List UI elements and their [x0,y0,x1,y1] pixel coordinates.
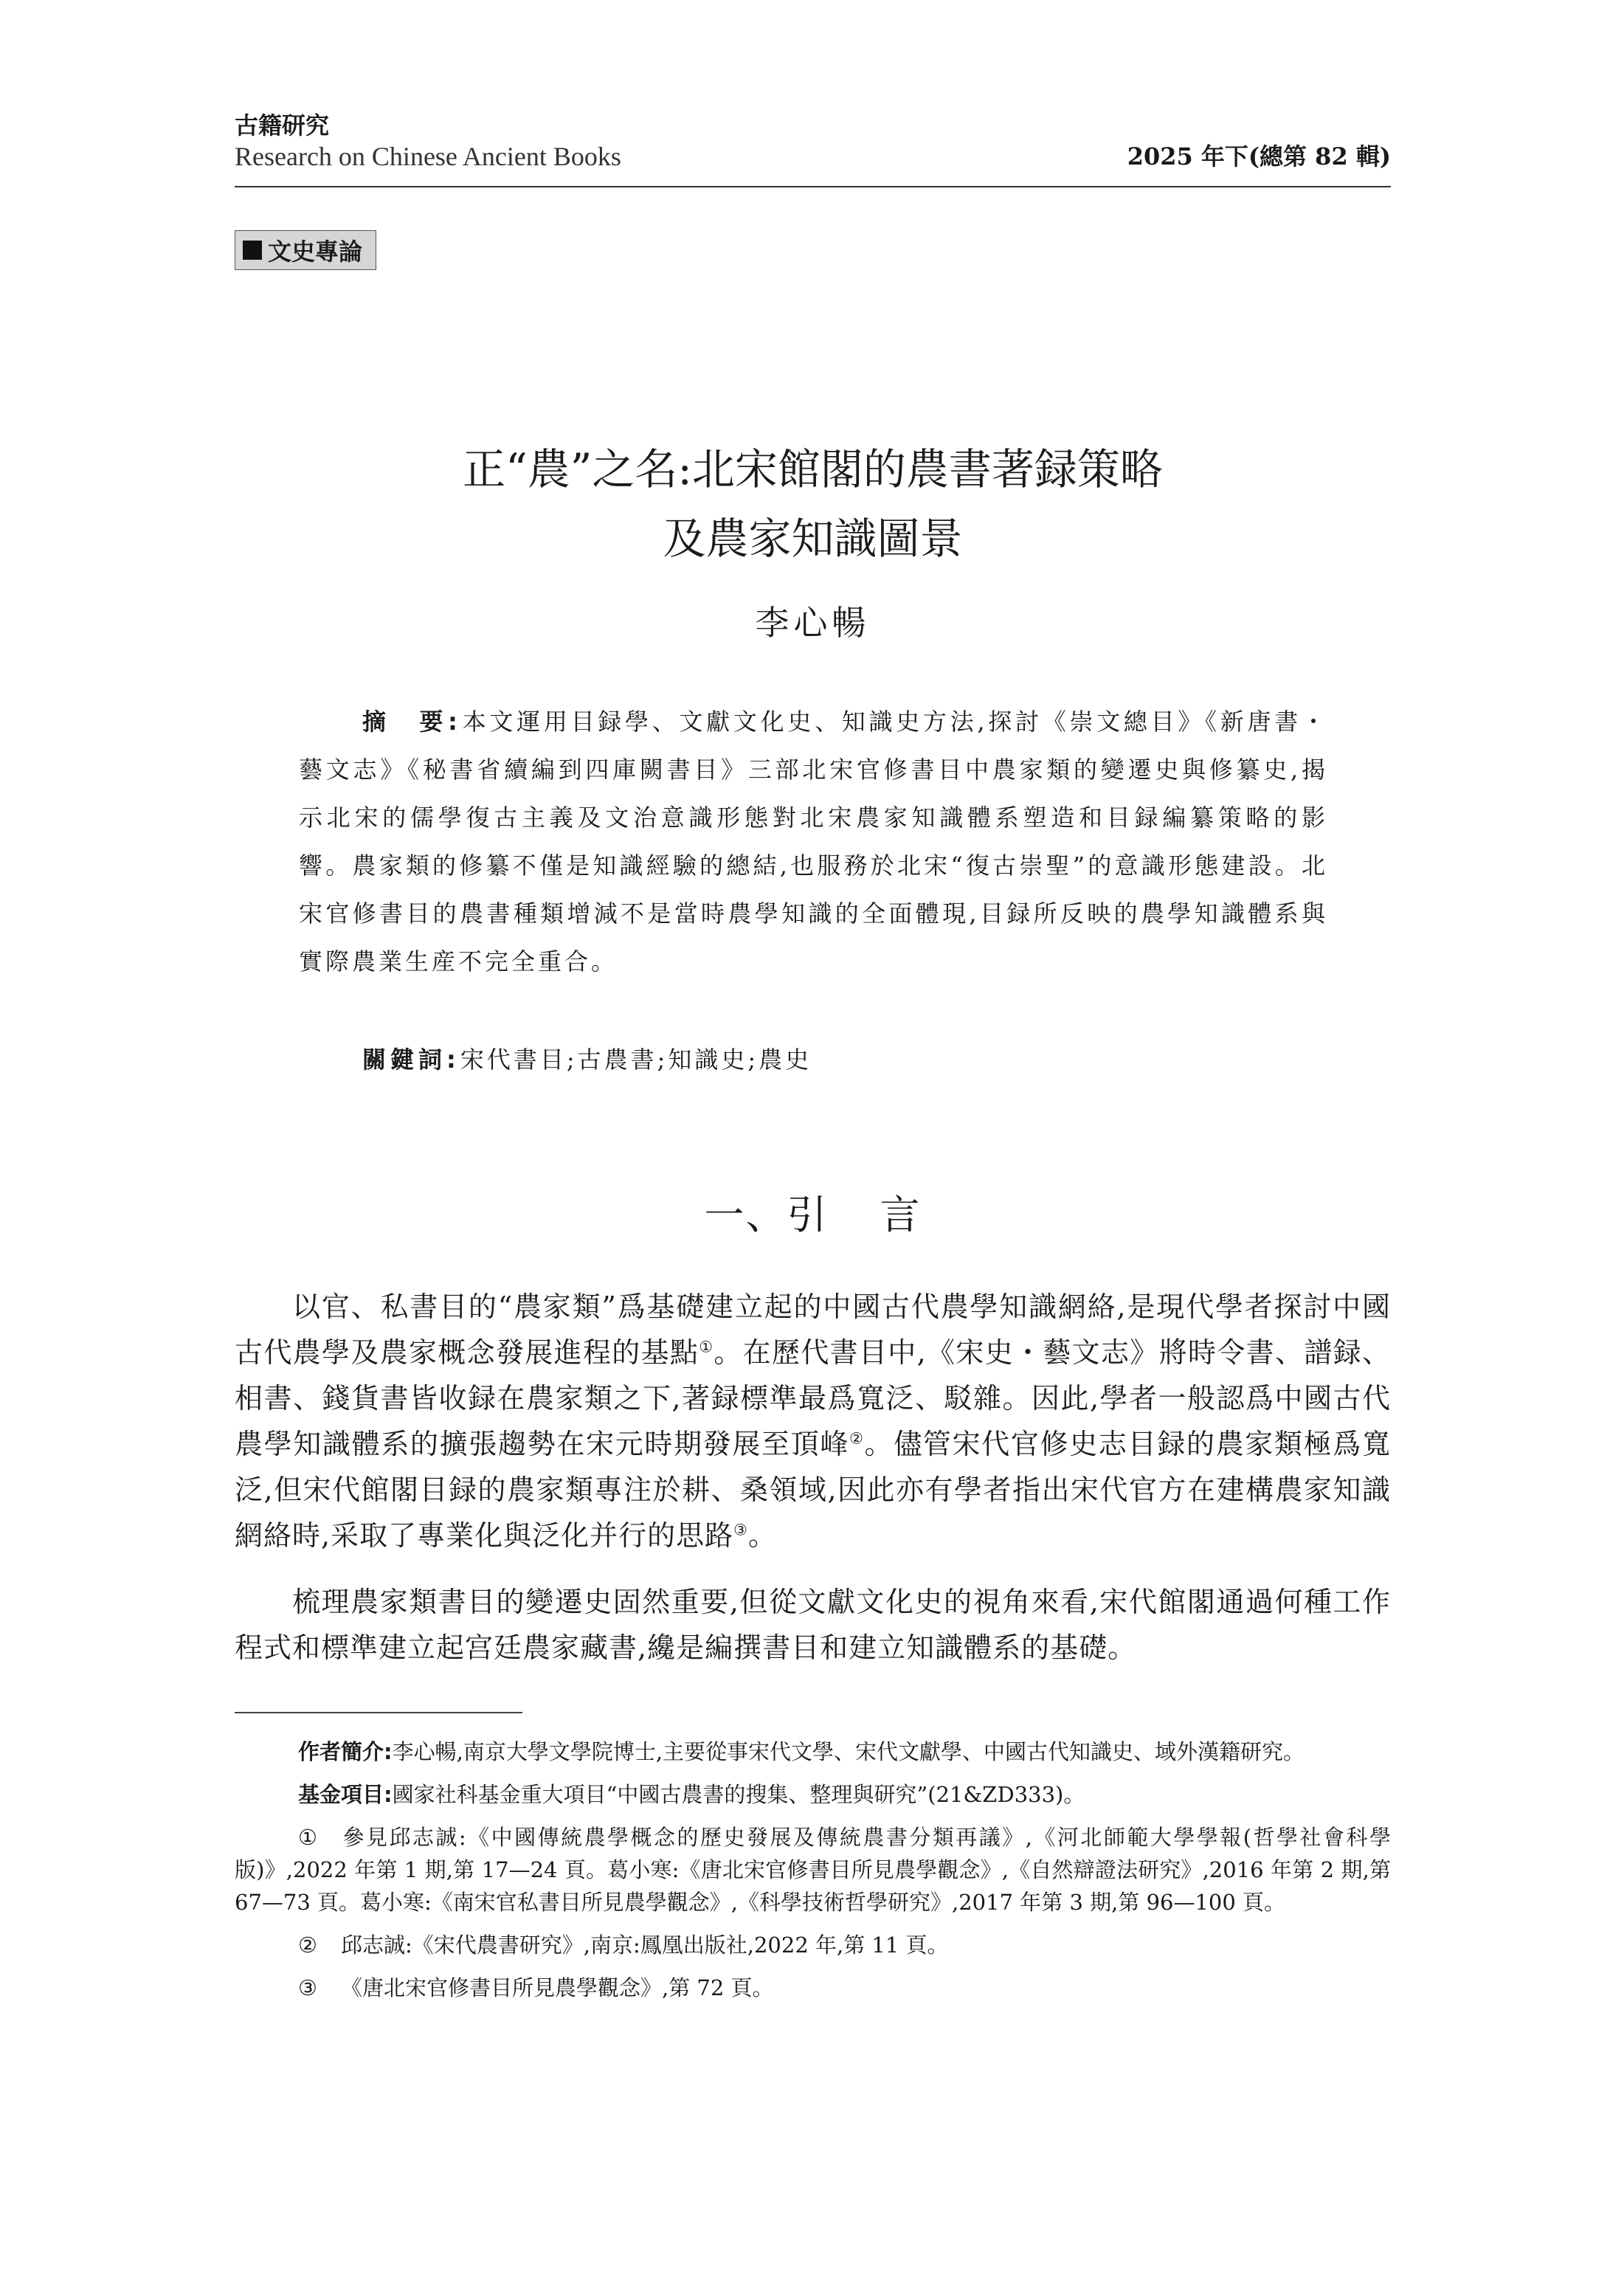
section-tag [235,230,376,270]
square-bullet-icon [243,241,262,260]
section-tag-label: 文史專論 [268,238,363,266]
article-title-line-2: 及農家知識圖景 [663,514,963,564]
footnote-ref-2[interactable]: ② [849,1429,865,1448]
keywords [362,1036,1321,1084]
footnote-ref-3[interactable]: ③ [733,1521,748,1539]
footnote-ref-1[interactable]: ① [699,1338,714,1356]
footnote-2-marker: ② [298,1933,317,1958]
author-bio-label: 作者簡介: [298,1739,393,1764]
author-bio-note [235,1735,1391,1768]
running-header-left [235,111,621,173]
fund-label: 基金項目: [298,1782,393,1807]
header-divider [235,186,1391,187]
fund-text: 國家社科基金重大項目“中國古農書的搜集、整理與研究”(21&ZD333)。 [392,1782,1085,1807]
section-heading-introduction [235,1184,1391,1240]
footnote-1-text: 參見邱志誠:《中國傳統農學概念的歷史發展及傳統農書分類再議》,《河北師範大學學報(哲學社會科學版)》,2022 年第 1 期,第 17—24 頁。葛小寒:《唐北宋官修書目所見農學觀念》,《自然辯證法研究》,2016 年第 2 期,第 67—73 頁。葛小寒:《南宋官私書目所見農學觀念》,《科學技術哲學研究》,2017 年第 3 期,第 96—100 頁。 [235,1825,1391,1915]
section-heading-part-b: 言 [880,1192,922,1238]
footnote-divider [235,1712,522,1713]
keywords-text: 宋代書目;古農書;知識史;農史 [460,1046,812,1074]
issue-info: 2025 年下(總第 82 輯) [1127,142,1391,170]
paragraph-1-text-d: 。 [747,1519,777,1552]
journal-name-chinese: 古籍研究 [235,111,330,139]
body-paragraph-2: 梳理農家類書目的變遷史固然重要,但從文獻文化史的視角來看,宋代館閣通過何種工作程式和標準建立起宫廷農家藏書,纔是編撰書目和建立知識體系的基礎。 [235,1586,1391,1664]
article-title-line-1: 正“農”之名:北宋館閣的農書著録策略 [463,444,1163,494]
paragraph-1-text-b: 。在歷代書目中,《宋史・藝文志》將時令書、譜録、相書、錢貨書皆收録在農家類之下,著録標準最爲寬泛、駁雜。因此,學者一般認爲中國古代農學知識體系的擴張趨勢在宋元時期發展至頂峰 [235,1336,1391,1460]
paragraph-1-text-c: 。儘管宋代官修史志目録的農家類極爲寬泛,但宋代館閣目録的農家類專注於耕、桑領域,因此亦有學者指出宋代官方在建構農家知識網絡時,采取了專業化與泛化并行的思路 [235,1428,1391,1552]
fund-note [235,1778,1391,1811]
footnote-2 [235,1929,1391,1961]
abstract [299,698,1328,986]
abstract-text: 本文運用目録學、文獻文化史、知識史方法,探討《崇文總目》《新唐書・藝文志》《秘書省續編到四庫闕書目》三部北宋官修書目中農家類的變遷史與修纂史,揭示北宋的儒學復古主義及文治意識形態對北宋農家知識體系塑造和目録編纂策略的影響。農家類的修纂不僅是知識經驗的總結,也服務於北宋“復古崇聖”的意識形態建設。北宋官修書目的農書種類增減不是當時農學知識的全面體現,目録所反映的農學知識體系與實際農業生産不完全重合。 [299,708,1328,975]
author-bio-text: 李心暢,南京大學文學院博士,主要從事宋代文學、宋代文獻學、中國古代知識史、域外漢籍研究。 [392,1739,1305,1764]
footnote-1-marker: ① [298,1825,317,1850]
body-paragraph-1 [235,1284,1391,1558]
author-name: 李心暢 [755,603,871,643]
keywords-label: 關鍵詞: [362,1046,460,1074]
footnote-3-text: 《唐北宋官修書目所見農學觀念》,第 72 頁。 [341,1975,774,2000]
footnotes [235,1735,1391,2014]
paragraph-1-text-a: 以官、私書目的“農家類”爲基礎建立起的中國古代農學知識網絡,是現代學者探討中國古代農學及農家概念發展進程的基點 [235,1291,1391,1369]
section-heading-part-a: 一、引 [704,1192,829,1238]
abstract-label: 摘 要: [362,708,462,736]
footnote-3-marker: ③ [298,1975,317,2000]
footnote-3 [235,1972,1391,2004]
footnote-1 [235,1821,1391,1918]
journal-name-english: Research on Chinese Ancient Books [235,142,621,171]
footnote-2-text: 邱志誠:《宋代農書研究》,南京:鳳凰出版社,2022 年,第 11 頁。 [341,1933,949,1958]
